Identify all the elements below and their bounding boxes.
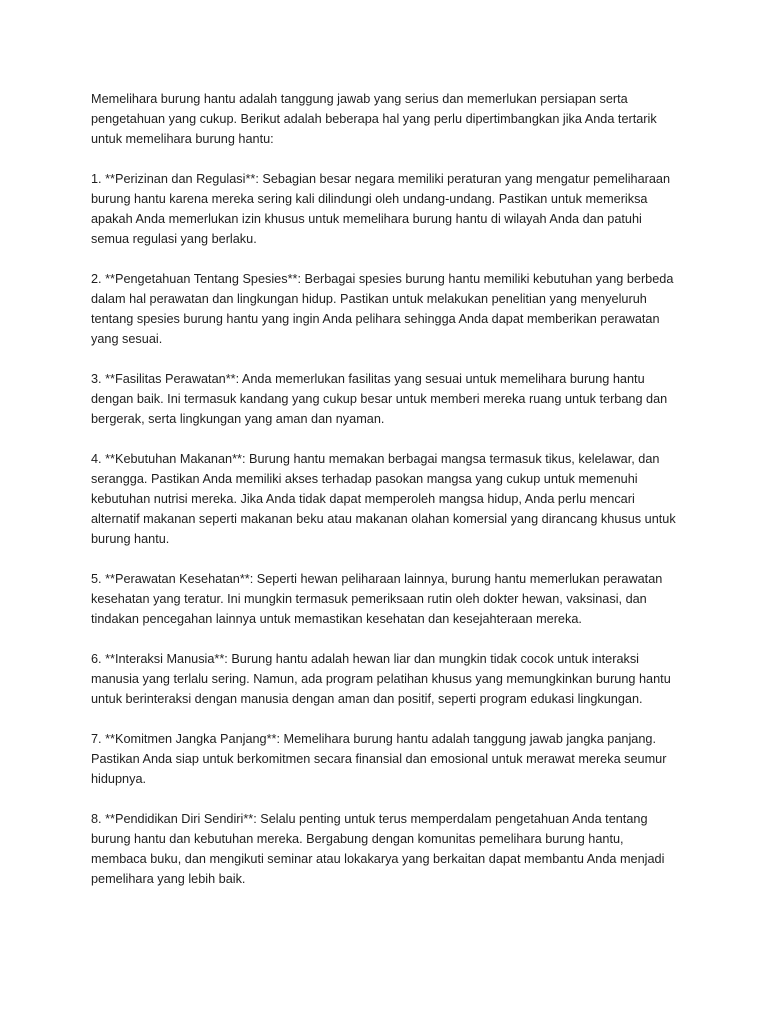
list-item-8: 8. **Pendidikan Diri Sendiri**: Selalu penting untuk terus memperdalam pengetahuan Anda tentang burung hantu dan kebutuhan mereka. Bergabung dengan komunitas pemelihara burung hantu, membaca buku, dan mengikuti seminar atau lokakarya yang berkaitan dapat membantu Anda menjadi pemelihara yang lebih baik. bbox=[91, 812, 665, 886]
intro-paragraph: Memelihara burung hantu adalah tanggung jawab yang serius dan memerlukan persiapan serta pengetahuan yang cukup. Berikut adalah beberapa hal yang perlu dipertimbangkan jika Anda tertarik untuk memelihara burung hantu: bbox=[91, 92, 657, 146]
list-item-3: 3. **Fasilitas Perawatan**: Anda memerlukan fasilitas yang sesuai untuk memelihara burung hantu dengan baik. Ini termasuk kandang yang cukup besar untuk memberi mereka ruang untuk terbang dan bergerak, serta lingkungan yang aman dan nyaman. bbox=[91, 372, 668, 426]
document-body bbox=[91, 89, 681, 909]
list-item-7: 7. **Komitmen Jangka Panjang**: Memelihara burung hantu adalah tanggung jawab jangka panjang. Pastikan Anda siap untuk berkomitmen secara finansial dan emosional untuk merawat mereka seumur hidupnya. bbox=[91, 732, 667, 786]
list-item-2: 2. **Pengetahuan Tentang Spesies**: Berbagai spesies burung hantu memiliki kebutuhan yang berbeda dalam hal perawatan dan lingkungan hidup. Pastikan untuk melakukan penelitian yang menyeluruh tentang spesies burung hantu yang ingin Anda pelihara sehingga Anda dapat memberikan perawatan yang sesuai. bbox=[91, 272, 674, 346]
list-item-5: 5. **Perawatan Kesehatan**: Seperti hewan peliharaan lainnya, burung hantu memerlukan perawatan kesehatan yang teratur. Ini mungkin termasuk pemeriksaan rutin oleh dokter hewan, vaksinasi, dan tindakan pencegahan lainnya untuk memastikan kesehatan dan kesejahteraan mereka. bbox=[91, 572, 663, 626]
list-item-1: 1. **Perizinan dan Regulasi**: Sebagian besar negara memiliki peraturan yang mengatur pemeliharaan burung hantu karena mereka sering kali dilindungi oleh undang-undang. Pastikan untuk memeriksa apakah Anda memerlukan izin khusus untuk memelihara burung hantu di wilayah Anda dan patuhi semua regulasi yang berlaku. bbox=[91, 172, 671, 246]
list-item-6: 6. **Interaksi Manusia**: Burung hantu adalah hewan liar dan mungkin tidak cocok untuk interaksi manusia yang terlalu sering. Namun, ada program pelatihan khusus yang memungkinkan burung hantu untuk berinteraksi dengan manusia dengan aman dan positif, seperti program edukasi lingkungan. bbox=[91, 652, 671, 706]
list-item-4: 4. **Kebutuhan Makanan**: Burung hantu memakan berbagai mangsa termasuk tikus, kelelawar, dan serangga. Pastikan Anda memiliki akses terhadap pasokan mangsa yang cukup untuk memenuhi kebutuhan nutrisi mereka. Jika Anda tidak dapat memperoleh mangsa hidup, Anda perlu mencari alternatif makanan seperti makanan beku atau makanan olahan komersial yang dirancang khusus untuk burung hantu. bbox=[91, 452, 676, 546]
